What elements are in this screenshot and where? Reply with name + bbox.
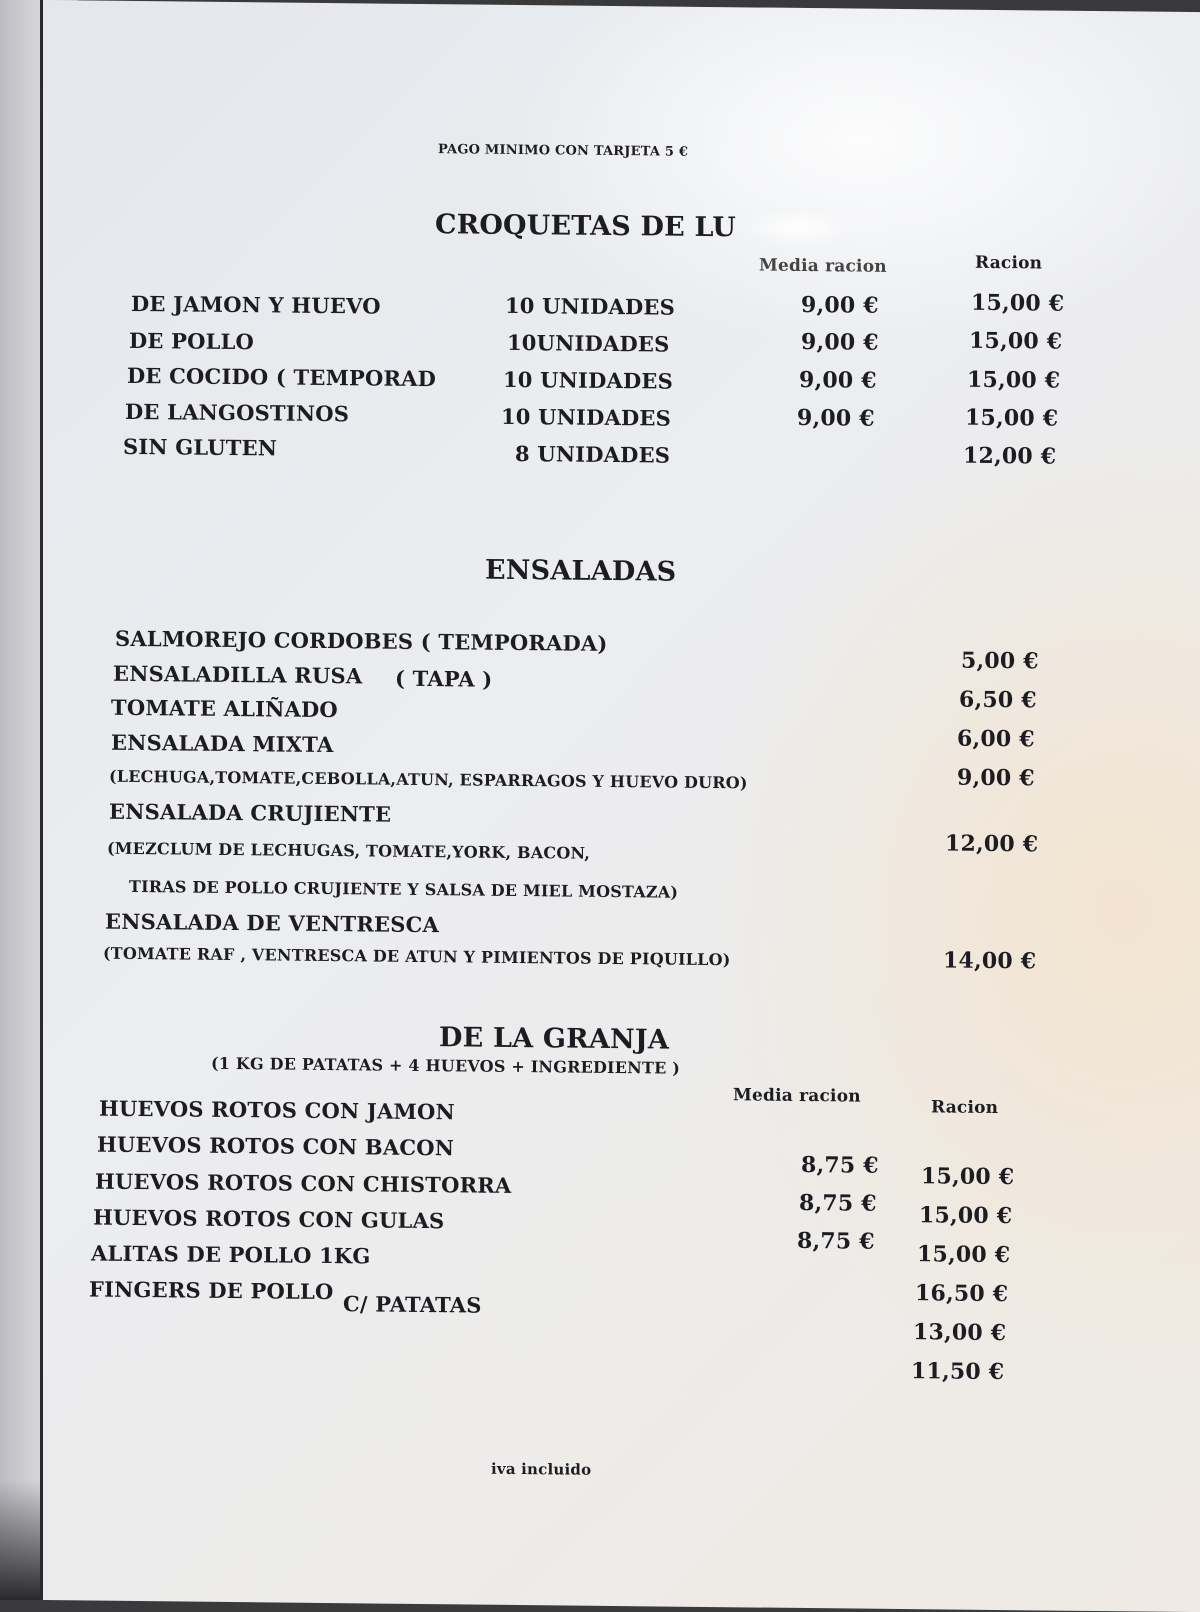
granja-item: HUEVOS ROTOS CON CHISTORRA <box>95 1168 512 1198</box>
granja-section-title: DE LA GRANJA <box>439 1022 669 1056</box>
ensalada-description: (LECHUGA,TOMATE,CEBOLLA,ATUN, ESPARRAGOS Y HUEVO DURO) <box>109 766 748 793</box>
croqueta-units: 10 UNIDADES <box>505 292 675 320</box>
croqueta-name: DE LANGOSTINOS <box>125 398 350 427</box>
granja-full-price: 15,00 € <box>921 1163 1015 1191</box>
min-card-payment-note: PAGO MINIMO CON TARJETA 5 € <box>438 142 689 160</box>
vat-note: iva incluido <box>491 1459 592 1479</box>
granja-item: ALITAS DE POLLO 1KG <box>91 1240 371 1269</box>
granja-half-price: 8,75 € <box>799 1189 877 1217</box>
granja-half-price: 8,75 € <box>797 1227 875 1255</box>
ensalada-description: (MEZCLUM DE LECHUGAS, TOMATE,YORK, BACON, <box>107 838 591 863</box>
ensalada-name: ENSALADA DE VENTRESCA <box>105 908 440 938</box>
granja-item: FINGERS DE POLLO <box>89 1276 334 1305</box>
granja-full-price: 11,50 € <box>911 1358 1005 1386</box>
granja-col-half: Media racion <box>733 1085 861 1107</box>
granja-full-price: 13,00 € <box>913 1319 1007 1347</box>
croqueta-units: 10 UNIDADES <box>501 403 671 431</box>
ensalada-name: TOMATE ALIÑADO <box>111 694 338 723</box>
croquetas-section-title: CROQUETAS DE LU <box>435 209 737 244</box>
croqueta-full-price: 15,00 € <box>967 366 1061 394</box>
croqueta-name: DE COCIDO ( TEMPORAD <box>127 362 437 392</box>
ensaladas-section-title: ENSALADAS <box>485 554 677 588</box>
croquetas-col-half: Media racion <box>759 255 887 277</box>
light-glare <box>743 207 853 248</box>
granja-subtitle: (1 KG DE PATATAS + 4 HUEVOS + INGREDIENTE ) <box>211 1053 681 1078</box>
ensalada-note: ( TAPA ) <box>395 665 493 692</box>
granja-half-price: 8,75 € <box>801 1151 879 1179</box>
croqueta-full-price: 12,00 € <box>963 442 1057 470</box>
ensalada-price: 12,00 € <box>945 830 1039 858</box>
croqueta-full-price: 15,00 € <box>969 327 1063 355</box>
ensalada-description: (TOMATE RAF , VENTRESCA DE ATUN Y PIMIENTOS DE PIQUILLO) <box>103 943 731 970</box>
granja-item-note: C/ PATATAS <box>343 1291 482 1318</box>
croqueta-units: 10 UNIDADES <box>503 366 673 394</box>
croqueta-half-price: 9,00 € <box>801 291 879 319</box>
croqueta-full-price: 15,00 € <box>971 289 1065 317</box>
granja-item: HUEVOS ROTOS CON BACON <box>97 1131 455 1161</box>
croqueta-half-price: 9,00 € <box>797 404 875 432</box>
granja-item: HUEVOS ROTOS CON GULAS <box>93 1204 445 1234</box>
croqueta-half-price: 9,00 € <box>799 366 877 394</box>
ensalada-name: SALMOREJO CORDOBES ( TEMPORADA) <box>115 625 608 656</box>
croqueta-name: DE POLLO <box>129 327 255 355</box>
croqueta-units: 8 UNIDADES <box>515 440 671 468</box>
croquetas-col-full: Racion <box>975 252 1043 274</box>
croqueta-name: SIN GLUTEN <box>123 433 278 461</box>
ensalada-description: TIRAS DE POLLO CRUJIENTE Y SALSA DE MIEL MOSTAZA) <box>129 876 679 902</box>
croqueta-half-price: 9,00 € <box>801 328 879 356</box>
croqueta-full-price: 15,00 € <box>965 404 1059 432</box>
ensalada-price: 6,00 € <box>957 725 1035 753</box>
ensalada-name: ENSALADA CRUJIENTE <box>109 798 392 827</box>
ensalada-price: 6,50 € <box>959 686 1037 714</box>
granja-full-price: 15,00 € <box>919 1202 1013 1230</box>
granja-full-price: 16,50 € <box>915 1280 1009 1308</box>
menu-page <box>40 0 1200 1612</box>
ensalada-name: ENSALADILLA RUSA <box>113 660 363 689</box>
ensalada-price: 9,00 € <box>957 764 1035 792</box>
ensalada-name: ENSALADA MIXTA <box>111 729 334 758</box>
croqueta-units: 10UNIDADES <box>507 329 670 357</box>
granja-full-price: 15,00 € <box>917 1241 1011 1269</box>
ensalada-price: 14,00 € <box>943 947 1037 975</box>
granja-col-full: Racion <box>931 1097 999 1119</box>
croqueta-name: DE JAMON Y HUEVO <box>131 290 381 319</box>
granja-item: HUEVOS ROTOS CON JAMON <box>99 1095 455 1125</box>
ensalada-price: 5,00 € <box>961 647 1039 675</box>
